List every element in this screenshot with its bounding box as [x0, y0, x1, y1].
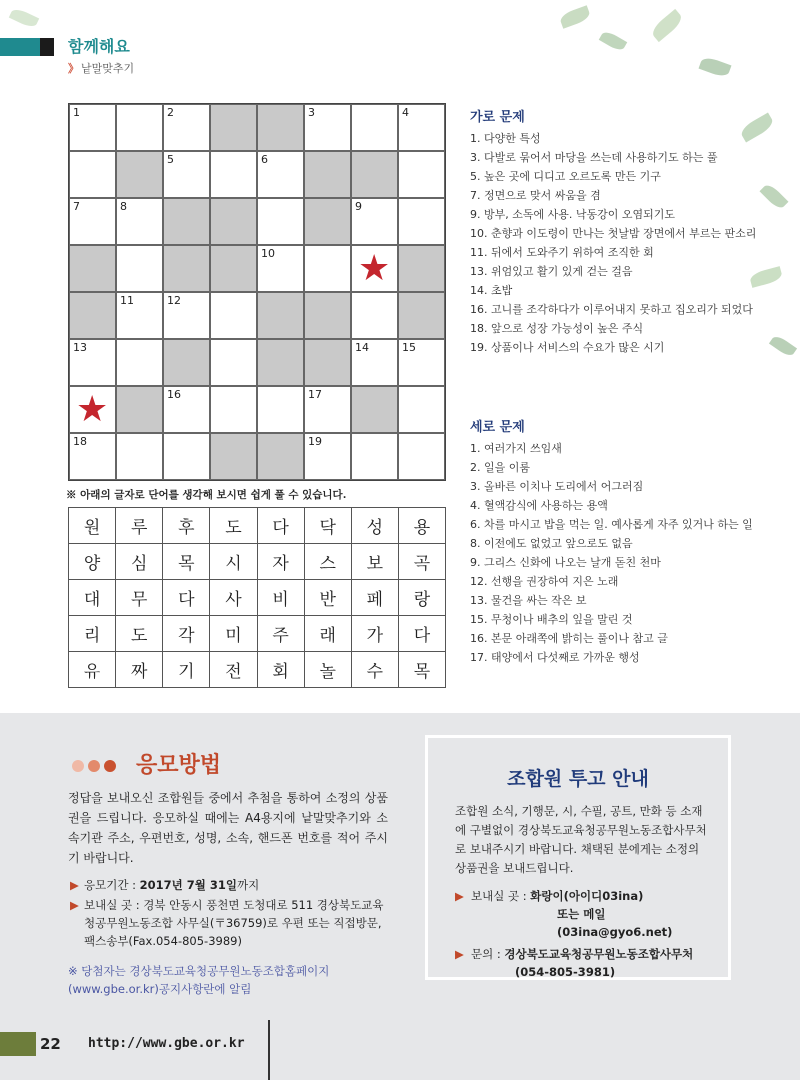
across-clue-item: 19. 상품이나 서비스의 수요가 많은 시기 — [470, 341, 665, 354]
crossword-cell — [116, 292, 163, 339]
contrib-send — [455, 887, 720, 905]
letter-cell: 기 — [163, 652, 210, 688]
crossword-cell — [163, 433, 210, 480]
letter-cell: 다 — [398, 616, 445, 652]
address-text: 보내실 곳 : 경북 안동시 풍천면 도청대로 511 경상북도교육청공무원노동조합 사무실(〒36759)로 우편 또는 직접방문, 팩스송부(Fax.054-805-3989) — [84, 898, 384, 948]
letter-cell: 성 — [351, 508, 398, 544]
period-value: 2017년 7월 31일 — [139, 878, 237, 892]
across-clue-item: 1. 다양한 특성 — [470, 132, 541, 145]
down-clue-item: 13. 물건을 싸는 작은 보 — [470, 594, 587, 607]
down-clue-item: 6. 차를 마시고 밥을 먹는 일. 예사롭게 자주 있거나 하는 일 — [470, 518, 753, 531]
crossword-black-cell — [257, 292, 304, 339]
crossword-cell — [398, 339, 445, 386]
down-title: 세로 문제 — [470, 420, 525, 435]
clue-number: 17 — [308, 388, 322, 401]
crossword-black-cell — [304, 198, 351, 245]
letter-cell: 도 — [116, 616, 163, 652]
clue-number: 11 — [120, 294, 134, 307]
down-clue-item: 2. 일을 이룸 — [470, 461, 530, 474]
crossword-cell — [398, 386, 445, 433]
clue-number: 9 — [355, 200, 362, 213]
subtitle-text: 낱말맞추기 — [81, 62, 135, 75]
crossword-cell — [69, 339, 116, 386]
clue-number: 14 — [355, 341, 369, 354]
crossword-cell — [351, 339, 398, 386]
crossword-black-cell — [304, 151, 351, 198]
clue-number: 15 — [402, 341, 416, 354]
inquiry-value-2: (054-805-3981) — [515, 965, 616, 979]
letter-cell: 유 — [69, 652, 116, 688]
crossword-cell — [69, 198, 116, 245]
across-clue-item: 5. 높은 곳에 디디고 오르도록 만든 기구 — [470, 170, 661, 183]
letter-hint: ※ 아래의 글자로 단어를 생각해 보시면 쉽게 풀 수 있습니다. — [66, 489, 347, 501]
inquiry-value-1: 경상북도교육청공무원노동조합사무처 — [504, 947, 694, 961]
crossword-black-cell — [398, 245, 445, 292]
crossword-black-cell — [304, 339, 351, 386]
crossword-black-cell — [257, 339, 304, 386]
contrib-inquiry-2 — [455, 963, 720, 981]
crossword-cell — [69, 151, 116, 198]
letter-cell: 도 — [210, 508, 257, 544]
letter-cell: 페 — [351, 580, 398, 616]
apply-address — [68, 896, 388, 950]
crossword-black-cell — [163, 198, 210, 245]
letter-cell: 시 — [210, 544, 257, 580]
inquiry-label: 문의 : — [471, 947, 505, 961]
letter-cell: 랑 — [398, 580, 445, 616]
triangle-bullet-icon: ▶ — [70, 898, 79, 912]
dot-icon — [72, 760, 84, 772]
dot-icon — [104, 760, 116, 772]
across-title: 가로 문제 — [470, 110, 525, 125]
crossword-cell — [69, 386, 116, 433]
clue-number: 6 — [261, 153, 268, 166]
letter-cell: 다 — [163, 580, 210, 616]
crossword-cell — [351, 292, 398, 339]
contrib-box — [425, 735, 731, 980]
across-clues — [470, 106, 770, 359]
crossword-cell — [210, 151, 257, 198]
contrib-body: 조합원 소식, 기행문, 시, 수필, 공트, 만화 등 소재에 구별없이 경상북도교육청공무원노동조합사무처로 보내주시기 바랍니다. 채택된 분에게는 소정의 상품권을 보내드립니다. — [455, 804, 707, 875]
crossword-cell — [69, 433, 116, 480]
letter-cell: 회 — [257, 652, 304, 688]
page-number-bar — [0, 1032, 36, 1056]
letter-cell: 다 — [257, 508, 304, 544]
chevron-icon: 》 — [68, 62, 77, 75]
across-clue-item: 3. 다발로 묶어서 마당을 쓰는데 사용하기도 하는 풀 — [470, 151, 718, 164]
crossword-cell — [163, 151, 210, 198]
crossword-cell — [304, 386, 351, 433]
apply-body: 정답을 보내오신 조합원들 중에서 추첨을 통하여 소정의 상품권을 드립니다. 응모하실 때에는 A4용지에 낱말맞추기와 소속기관 주소, 우편번호, 성명, 소속, 핸드폰 번호를 적어 주시기 바랍니다. — [68, 791, 388, 865]
letter-table — [68, 507, 446, 688]
crossword-cell — [116, 433, 163, 480]
period-label: 응모기간 : — [84, 878, 140, 892]
crossword-black-cell — [163, 245, 210, 292]
page-footer — [0, 1032, 270, 1058]
crossword-black-cell — [257, 104, 304, 151]
triangle-bullet-icon: ▶ — [455, 889, 464, 903]
letter-cell: 보 — [351, 544, 398, 580]
send-value-1: 화랑이(아이디03ina) — [530, 889, 644, 903]
contrib-title: 조합원 투고 안내 — [507, 768, 649, 790]
crossword-black-cell — [210, 104, 257, 151]
crossword-cell — [116, 198, 163, 245]
crossword-cell — [69, 104, 116, 151]
clue-number: 1 — [73, 106, 80, 119]
letter-cell: 놀 — [304, 652, 351, 688]
down-clue-item: 4. 혈액감식에 사용하는 용액 — [470, 499, 608, 512]
down-clue-item: 17. 태양에서 다섯째로 가까운 행성 — [470, 651, 640, 664]
crossword-cell — [210, 339, 257, 386]
crossword-cell — [257, 198, 304, 245]
send-value-2: 또는 메일(03ina@gyo6.net) — [557, 907, 673, 939]
crossword-black-cell — [398, 292, 445, 339]
contrib-send-2 — [455, 905, 720, 941]
clue-number: 2 — [167, 106, 174, 119]
crossword-cell — [398, 104, 445, 151]
letter-cell: 심 — [116, 544, 163, 580]
letter-cell: 반 — [304, 580, 351, 616]
letter-cell: 가 — [351, 616, 398, 652]
letter-cell: 사 — [210, 580, 257, 616]
letter-cell: 양 — [69, 544, 116, 580]
crossword-black-cell — [210, 198, 257, 245]
crossword-cell — [304, 104, 351, 151]
crossword-cell — [351, 198, 398, 245]
crossword-black-cell — [210, 245, 257, 292]
clue-number: 7 — [73, 200, 80, 213]
down-clues — [470, 416, 770, 669]
contrib-inquiry — [455, 945, 720, 963]
down-clue-item: 8. 이전에도 없었고 앞으로도 없음 — [470, 537, 633, 550]
crossword-grid — [68, 103, 446, 481]
letter-row — [69, 508, 446, 544]
star-icon: ★ — [358, 248, 391, 289]
across-clue-item: 9. 방부, 소독에 사용. 낙동강이 오염되기도 — [470, 208, 675, 221]
crossword-cell — [304, 245, 351, 292]
letter-cell: 리 — [69, 616, 116, 652]
letter-cell: 곡 — [398, 544, 445, 580]
crossword-black-cell — [69, 245, 116, 292]
crossword-black-cell — [116, 151, 163, 198]
crossword-cell — [257, 151, 304, 198]
clue-number: 3 — [308, 106, 315, 119]
down-clue-item: 12. 선행을 권장하여 지은 노래 — [470, 575, 619, 588]
triangle-bullet-icon: ▶ — [70, 878, 79, 892]
title-dots — [72, 757, 120, 776]
letter-cell: 각 — [163, 616, 210, 652]
crossword-cell — [116, 104, 163, 151]
crossword-cell — [116, 339, 163, 386]
across-clue-item: 10. 춘향과 이도령이 만나는 첫날밤 장면에서 부르는 판소리 — [470, 227, 757, 240]
letter-row — [69, 616, 446, 652]
letter-cell: 래 — [304, 616, 351, 652]
letter-cell: 대 — [69, 580, 116, 616]
clue-number: 13 — [73, 341, 87, 354]
letter-row — [69, 544, 446, 580]
across-clue-item: 13. 위엄있고 활기 있게 걷는 걸음 — [470, 265, 633, 278]
across-clue-item: 11. 뒤에서 도와주기 위하여 조직한 회 — [470, 246, 654, 259]
crossword-cell — [163, 292, 210, 339]
clue-number: 8 — [120, 200, 127, 213]
letter-cell: 주 — [257, 616, 304, 652]
crossword-cell — [163, 386, 210, 433]
down-clue-item: 16. 본문 아래쪽에 밝히는 풀이나 참고 글 — [470, 632, 668, 645]
letter-cell: 스 — [304, 544, 351, 580]
star-icon: ★ — [76, 389, 109, 430]
triangle-bullet-icon: ▶ — [455, 947, 464, 961]
letter-cell: 전 — [210, 652, 257, 688]
crossword-black-cell — [210, 433, 257, 480]
apply-title: 응모방법 — [136, 753, 222, 778]
down-clue-item: 9. 그리스 신화에 나오는 날개 돋친 천마 — [470, 556, 661, 569]
clue-number: 10 — [261, 247, 275, 260]
send-label: 보내실 곳 : — [471, 889, 531, 903]
winner-note: ※ 당첨자는 경상북도교육청공무원노동조합홈페이지 (www.gbe.or.kr)공지사항란에 알림 — [68, 964, 330, 996]
crossword-cell — [210, 292, 257, 339]
dot-icon — [88, 760, 100, 772]
letter-cell: 자 — [257, 544, 304, 580]
crossword-cell — [351, 433, 398, 480]
clue-number: 12 — [167, 294, 181, 307]
letter-cell: 목 — [163, 544, 210, 580]
letter-cell: 루 — [116, 508, 163, 544]
header-accent-block — [40, 38, 54, 56]
crossword-cell — [210, 386, 257, 433]
crossword-cell — [351, 245, 398, 292]
letter-cell: 짜 — [116, 652, 163, 688]
footer-divider — [268, 1020, 270, 1080]
letter-cell: 후 — [163, 508, 210, 544]
letter-cell: 용 — [398, 508, 445, 544]
clue-number: 5 — [167, 153, 174, 166]
across-clue-item: 18. 앞으로 성장 가능성이 높은 주식 — [470, 322, 644, 335]
across-clue-item: 14. 초밥 — [470, 284, 513, 297]
crossword-cell — [163, 104, 210, 151]
down-clue-item: 1. 여러가지 쓰임새 — [470, 442, 562, 455]
letter-cell: 미 — [210, 616, 257, 652]
across-clue-item: 7. 정면으로 맞서 싸움을 겸 — [470, 189, 601, 202]
crossword-black-cell — [116, 386, 163, 433]
crossword-cell — [398, 433, 445, 480]
letter-row — [69, 652, 446, 688]
page-number: 22 — [40, 1035, 61, 1053]
apply-period — [68, 876, 388, 894]
letter-cell: 비 — [257, 580, 304, 616]
crossword-cell — [398, 151, 445, 198]
crossword-black-cell — [69, 292, 116, 339]
apply-bullets — [68, 876, 388, 952]
crossword-black-cell — [351, 386, 398, 433]
letter-cell: 무 — [116, 580, 163, 616]
crossword-black-cell — [304, 292, 351, 339]
period-suffix: 까지 — [236, 878, 260, 892]
crossword-black-cell — [257, 433, 304, 480]
letter-cell: 닥 — [304, 508, 351, 544]
letter-cell: 목 — [398, 652, 445, 688]
crossword-cell — [398, 198, 445, 245]
footer-url[interactable]: http://www.gbe.or.kr — [88, 1036, 245, 1051]
clue-number: 4 — [402, 106, 409, 119]
clue-number: 18 — [73, 435, 87, 448]
contrib-bullets — [455, 887, 720, 981]
down-clue-item: 3. 올바른 이치나 도리에서 어그러짐 — [470, 480, 644, 493]
letter-row — [69, 580, 446, 616]
crossword-black-cell — [351, 151, 398, 198]
across-clue-item: 16. 고니를 조각하다가 이루어내지 못하고 집오리가 되었다 — [470, 303, 753, 316]
crossword-cell — [116, 245, 163, 292]
section-title: 함께해요 — [68, 37, 130, 56]
down-clue-item: 15. 무청이나 배추의 잎을 말린 것 — [470, 613, 633, 626]
crossword-cell — [304, 433, 351, 480]
section-subtitle — [68, 60, 134, 76]
crossword-cell — [257, 245, 304, 292]
crossword-cell — [351, 104, 398, 151]
letter-cell: 수 — [351, 652, 398, 688]
clue-number: 16 — [167, 388, 181, 401]
crossword-cell — [257, 386, 304, 433]
clue-number: 19 — [308, 435, 322, 448]
letter-cell: 원 — [69, 508, 116, 544]
crossword-black-cell — [163, 339, 210, 386]
